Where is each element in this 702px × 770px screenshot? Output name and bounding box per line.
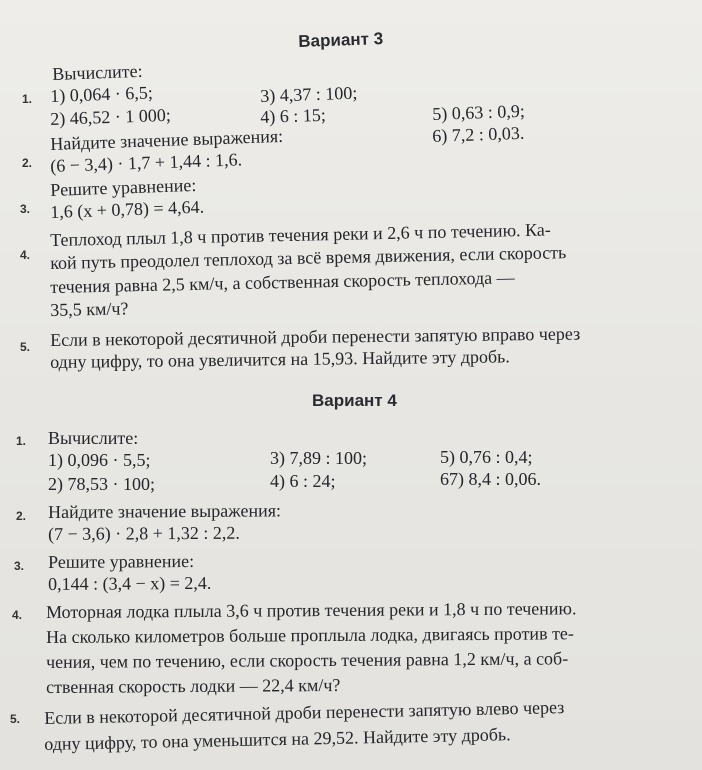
- v3-task5-number: 5.: [20, 340, 31, 354]
- v3-task1-label: Вычислите:: [52, 60, 143, 84]
- v3-task1-item-1: 1) 0,064 · 6,5;: [50, 82, 154, 106]
- v3-task1-item-3: 3) 4,37 : 100;: [260, 82, 358, 106]
- v4-task3-expr: 0,144 : (3,4 − x) = 2,4.: [48, 572, 212, 594]
- v4-task4-number: 4.: [12, 608, 23, 622]
- v4-task1-number: 1.: [16, 434, 27, 448]
- v4-task3-number: 3.: [14, 559, 25, 573]
- v3-task1-item-5: 5) 0,63 : 0,9;: [432, 100, 526, 124]
- v3-task2-number: 2.: [22, 156, 33, 170]
- v4-task5-line-2: одну цифру, то она уменьшится на 29,52. Найдите эту дробь.: [44, 724, 511, 754]
- v3-task3-label: Решите уравнение:: [50, 174, 197, 200]
- v4-task2-number: 2.: [16, 509, 27, 523]
- v4-task3-label: Решите уравнение:: [48, 550, 195, 572]
- variant4-title: Вариант 4: [312, 391, 397, 410]
- v3-task2-label: Найдите значение выражения:: [50, 125, 284, 154]
- v3-task1-item-6: 6) 7,2 : 0,03.: [432, 122, 525, 146]
- v4-task1-item-4: 4) 6 : 24;: [270, 471, 336, 491]
- v3-task2-expr: (6 − 3,4) · 1,7 + 1,44 : 1,6.: [50, 149, 243, 176]
- v4-task1-label: Вычислите:: [48, 428, 139, 448]
- v3-task1-item-4: 4) 6 : 15;: [260, 104, 327, 127]
- v3-task3-expr: 1,6 (x + 0,78) = 4,64.: [50, 196, 205, 222]
- v4-task1-item-1: 1) 0,096 · 5,5;: [48, 450, 151, 470]
- v4-task1-item-3: 3) 7,89 : 100;: [270, 448, 367, 468]
- v4-task4-line-2: На сколько километров больше проплыла лодка, двигаясь против те-: [46, 623, 574, 647]
- v4-task2-expr: (7 − 3,6) · 2,8 + 1,32 : 2,2.: [48, 522, 240, 544]
- v3-task4-line-1: Теплоход плыл 1,8 ч против течения реки и 2,6 ч по течению. Ка-: [50, 219, 551, 250]
- v4-task2-label: Найдите значение выражения:: [48, 500, 282, 522]
- v4-task1-item-5: 5) 0,76 : 0,4;: [440, 447, 533, 467]
- v4-task1-item-6: 67) 8,4 : 0,06.: [440, 469, 541, 489]
- v3-task1-number: 1.: [22, 92, 33, 106]
- v4-task5-line-1: Если в некоторой десятичной дроби перенести запятую влево через: [44, 697, 565, 728]
- v4-task5-number: 5.: [10, 712, 21, 726]
- v3-task4-line-2: кой путь преодолел теплоход за всё время движения, если скорость: [50, 242, 567, 273]
- v4-task4-line-3: чения, чем по течению, если скорость течения равна 1,2 км/ч, а соб-: [46, 648, 569, 672]
- v4-task4-line-4: ственная скорость лодки — 22,4 км/ч?: [46, 674, 341, 697]
- v4-task4-line-1: Моторная лодка плыла 3,6 ч против течения реки и 1,8 ч по течению.: [46, 598, 577, 622]
- v3-task5-line-2: одну цифру, то она увеличится на 15,93. Найдите эту дробь.: [50, 346, 510, 372]
- v3-task4-line-3: течения равна 2,5 км/ч, а собственная скорость теплохода —: [50, 267, 515, 297]
- v3-task4-number: 4.: [20, 248, 31, 262]
- v3-task5-line-1: Если в некоторой десятичной дроби перенести запятую вправо через: [50, 323, 581, 350]
- v3-task1-item-2: 2) 46,52 · 1 000;: [50, 104, 172, 129]
- v4-task1-item-2: 2) 78,53 · 100;: [48, 474, 155, 494]
- variant3-title: Вариант 3: [298, 29, 384, 51]
- v3-task3-number: 3.: [20, 202, 31, 216]
- v3-task4-line-4: 35,5 км/ч?: [50, 298, 129, 320]
